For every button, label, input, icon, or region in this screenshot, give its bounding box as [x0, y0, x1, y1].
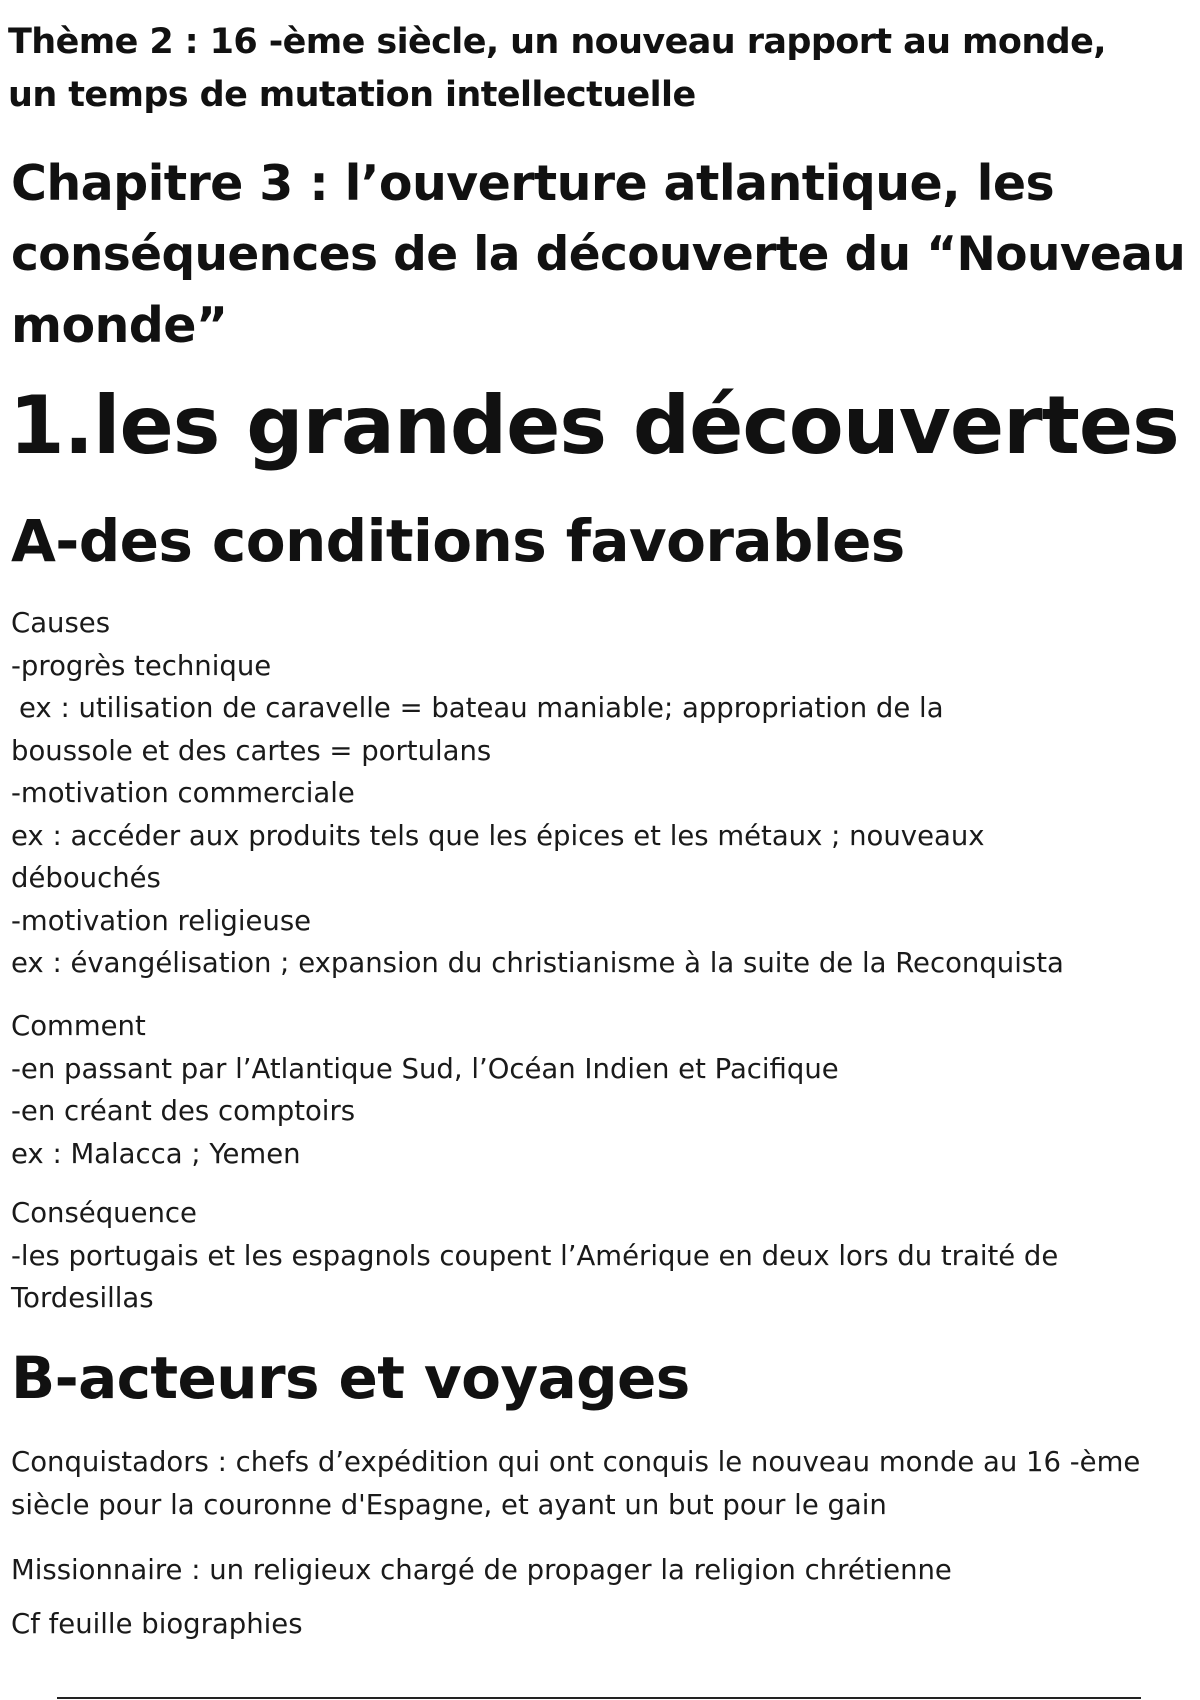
missionnaire-line: Missionnaire : un religieux chargé de propager la religion chrétienne — [11, 1554, 952, 1586]
consequence-block — [11, 1192, 1196, 1320]
conquistadors-line-2: siècle pour la couronne d'Espagne, et ayant un but pour le gain — [11, 1488, 887, 1521]
comment-heading: Comment — [11, 1010, 146, 1042]
comment-line-3: ex : Malacca ; Yemen — [11, 1137, 301, 1170]
comment-line-1: -en passant par l’Atlantique Sud, l’Océan Indien et Pacifique — [11, 1052, 839, 1085]
causes-line-7: -motivation religieuse — [11, 904, 312, 937]
causes-heading: Causes — [11, 607, 111, 639]
section-a-title: A-des conditions favorables — [11, 507, 905, 575]
causes-line-4: -motivation commerciale — [11, 777, 355, 809]
causes-line-8: ex : évangélisation ; expansion du christianisme à la suite de la Reconquista — [11, 947, 1064, 979]
consequence-heading: Conséquence — [11, 1197, 197, 1229]
causes-line-3: boussole et des cartes = portulans — [11, 734, 492, 767]
causes-line-6: débouchés — [11, 862, 161, 894]
theme-heading — [8, 16, 1188, 122]
chapter-heading-line-3: monde” — [11, 297, 228, 354]
conquistadors-line-1: Conquistadors : chefs d’expédition qui ont conquis le nouveau monde au 16 -ème — [11, 1446, 1141, 1478]
conquistadors-paragraph — [11, 1441, 1196, 1526]
missionnaire-paragraph — [11, 1549, 1196, 1592]
causes-line-2: ex : utilisation de caravelle = bateau maniable; appropriation de la — [19, 692, 944, 724]
theme-heading-line-1: Thème 2 : 16 -ème siècle, un nouveau rapport au monde, — [8, 22, 1106, 62]
part-title: 1.les grandes découvertes — [9, 379, 1179, 472]
comment-block — [11, 1005, 1196, 1175]
comment-line-2: -en créant des comptoirs — [11, 1095, 356, 1127]
causes-line-1: -progrès technique — [11, 649, 272, 682]
causes-line-5: ex : accéder aux produits tels que les épices et les métaux ; nouveaux — [11, 819, 985, 852]
section-b-title: B-acteurs et voyages — [11, 1344, 690, 1412]
cf-paragraph — [11, 1603, 1196, 1646]
chapter-heading — [11, 148, 1191, 361]
theme-heading-line-2: un temps de mutation intellectuelle — [8, 75, 696, 115]
consequence-line-1: -les portugais et les espagnols coupent l’Amérique en deux lors du traité de — [11, 1239, 1059, 1272]
cf-line: Cf feuille biographies — [11, 1608, 303, 1640]
causes-block — [11, 602, 1196, 985]
chapter-heading-line-2: conséquences de la découverte du “Nouveau — [11, 227, 1186, 282]
bottom-divider — [57, 1697, 1141, 1699]
chapter-heading-line-1: Chapitre 3 : l’ouverture atlantique, les — [11, 155, 1055, 212]
consequence-line-2: Tordesillas — [11, 1282, 154, 1314]
